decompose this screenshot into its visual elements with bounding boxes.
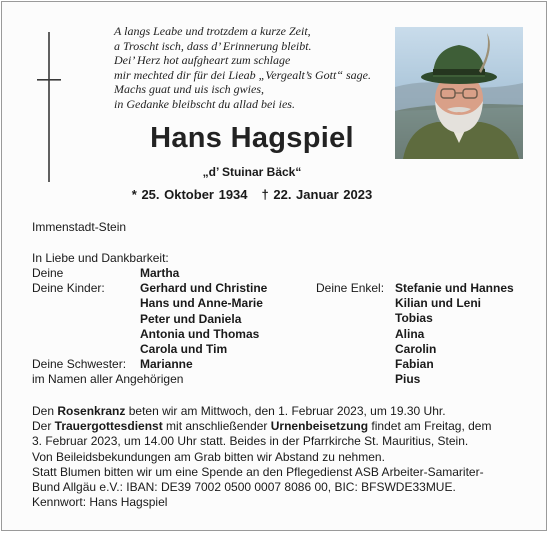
wife-name: Martha [140,266,180,280]
grandchild-name: Pius [395,372,421,387]
urn-burial-label: Urnenbeisetzung [270,419,369,434]
condolence-line: Von Beileidsbekundungen am Grab bitten wir Abstand zu nehmen. [32,449,385,464]
donation-line: Statt Blumen bitten wir um eine Spende an den Pflegedienst ASB Arbeiter-Samariter- [32,464,484,479]
child-name: Hans und Anne-Marie [140,296,263,311]
keyword-line: Kennwort: Hans Hagspiel [32,495,168,510]
sister-label: Deine Schwester: [32,357,127,372]
poem-line: mir mechted dir für dei Lieab „Vergealt’s Gott“ sage. [114,67,371,82]
life-dates [2,187,502,202]
obituary-notice [1,1,547,531]
grandchildren-names [395,281,514,387]
poem-line: Dei’ Herz hot aufgheart zum schlage [114,53,291,68]
sister-name: Marianne [140,357,193,372]
bank-line: Bund Allgäu e.V.: IBAN: DE39 7002 0500 0007 8086 00, BIC: BFSWDE33MUE. [32,480,456,495]
child-name: Gerhard und Christine [140,281,268,296]
poem-line: Machs guat und uis isch gwies, [114,82,264,97]
nickname: „d’ Stuinar Bäck“ [202,165,302,179]
children-label: Deine Kinder: [32,281,105,296]
wife-label: Deine [32,266,64,280]
grandchild-name: Tobias [395,311,433,326]
death-date: † 22. Januar 2023 [261,187,373,202]
all-relatives: im Namen aller Angehörigen [32,372,184,387]
service-line: Der Trauergottesdienst mit anschließender Urnenbeisetzung findet am Freitag, dem [32,419,492,434]
child-name: Antonia und Thomas [140,326,260,341]
poem [114,24,399,112]
poem-line: a Troscht isch, dass d’ Erinnerung bleibt. [114,38,312,53]
service-notice [32,404,532,510]
deceased-name: Hans Hagspiel [150,122,354,154]
rosary-label: Rosenkranz [57,404,126,418]
poem-line: A langs Leabe und trotzdem a kurze Zeit, [114,24,311,38]
child-name: Carola und Tim [140,341,228,356]
child-name: Peter und Daniela [140,311,242,326]
grandchildren-label: Deine Enkel: [316,281,385,295]
place: Immenstadt-Stein [32,220,127,234]
rosary-line: Den Rosenkranz beten wir am Mittwoch, den 1. Februar 2023, um 19.30 Uhr. [32,404,446,418]
birth-date: * 25. Oktober 1934 [131,187,248,202]
poem-line: in Gedanke bleibscht du allad bei ies. [114,96,295,111]
grandchild-name: Kilian und Leni [395,296,481,311]
funeral-service-label: Trauergottesdienst [54,419,163,434]
grandchild-name: Carolin [395,341,437,356]
intro-text: In Liebe und Dankbarkeit: [32,251,169,265]
cross-icon [37,32,61,182]
grandchild-name: Stefanie und Hannes [395,281,514,295]
service-date-line: 3. Februar 2023, um 14.00 Uhr statt. Beides in der Pfarrkirche St. Mauritius, Stein. [32,434,469,449]
grandchild-name: Alina [395,326,425,341]
relatives-names [140,266,267,372]
grandchild-name: Fabian [395,356,434,371]
